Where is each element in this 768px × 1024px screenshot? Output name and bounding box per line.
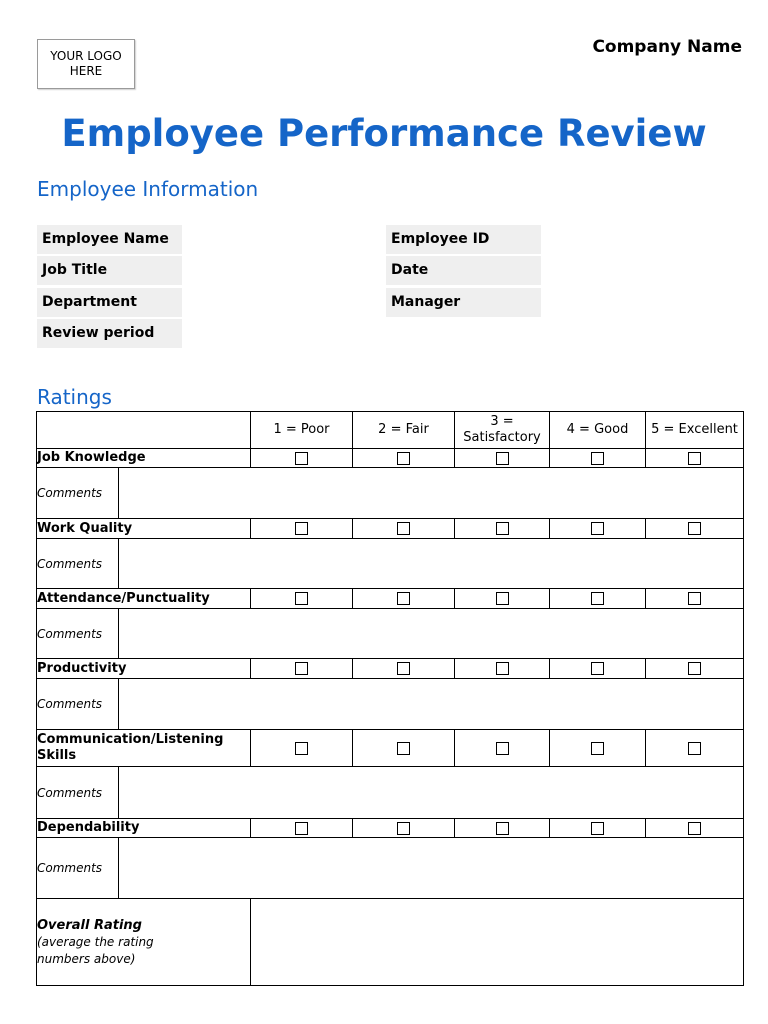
comments-label: Comments [37,539,119,589]
ratings-heading: Ratings [37,385,112,409]
comments-row-dependability [37,838,744,899]
comments-row-attendance [37,609,744,659]
criterion-label: Attendance/Punctuality [37,589,251,609]
overall-rating-title: Overall Rating [37,917,142,933]
rating-checkbox-5[interactable] [688,742,701,755]
criterion-label: Work Quality [37,519,251,539]
overall-rating-note-line1: (average the rating [37,934,154,949]
criterion-row-attendance [37,589,744,609]
rating-checkbox-3[interactable] [496,662,509,675]
criterion-row-productivity [37,659,744,679]
logo-text-line2: HERE [69,64,103,78]
criterion-label: Communication/Listening Skills [37,730,251,767]
scale-header-satisfactory: 3 = Satisfactory [455,412,550,449]
rating-checkbox-2[interactable] [397,662,410,675]
job-title-label: Job Title [37,256,182,285]
scale-header-excellent: 5 = Excellent [646,412,744,449]
criterion-label: Job Knowledge [37,449,251,468]
logo-placeholder [37,39,135,89]
rating-checkbox-4[interactable] [591,742,604,755]
rating-checkbox-1[interactable] [295,522,308,535]
rating-checkbox-5[interactable] [688,662,701,675]
employee-name-label: Employee Name [37,225,182,254]
overall-rating-row [37,899,744,986]
comments-field[interactable] [119,838,744,899]
manager-label: Manager [386,288,541,317]
comments-row-productivity [37,679,744,730]
rating-checkbox-2[interactable] [397,522,410,535]
comments-field[interactable] [119,767,744,819]
comments-field[interactable] [119,679,744,730]
criterion-row-work-quality [37,519,744,539]
rating-checkbox-5[interactable] [688,522,701,535]
comments-label: Comments [37,679,119,730]
rating-checkbox-4[interactable] [591,452,604,465]
review-period-label: Review period [37,319,182,348]
rating-checkbox-5[interactable] [688,452,701,465]
comments-field[interactable] [119,468,744,519]
comments-field[interactable] [119,539,744,589]
rating-checkbox-4[interactable] [591,592,604,605]
date-label: Date [386,256,541,285]
ratings-table [36,411,744,986]
company-name: Company Name [592,37,742,57]
rating-checkbox-3[interactable] [496,822,509,835]
comments-field[interactable] [119,609,744,659]
comments-label: Comments [37,767,119,819]
criterion-row-job-knowledge [37,449,744,468]
criterion-row-dependability [37,819,744,838]
rating-checkbox-1[interactable] [295,662,308,675]
comments-label: Comments [37,609,119,659]
scale-header-poor: 1 = Poor [251,412,353,449]
criterion-label: Dependability [37,819,251,838]
rating-checkbox-2[interactable] [397,452,410,465]
overall-rating-label-cell [37,899,251,986]
rating-checkbox-5[interactable] [688,822,701,835]
comments-row-communication [37,767,744,819]
comments-label: Comments [37,838,119,899]
rating-checkbox-3[interactable] [496,452,509,465]
rating-checkbox-4[interactable] [591,662,604,675]
overall-rating-note-line2: numbers above) [37,951,136,966]
rating-checkbox-2[interactable] [397,822,410,835]
rating-checkbox-3[interactable] [496,592,509,605]
overall-rating-field[interactable] [251,899,744,986]
rating-checkbox-2[interactable] [397,742,410,755]
rating-checkbox-1[interactable] [295,452,308,465]
rating-checkbox-1[interactable] [295,822,308,835]
comments-label: Comments [37,468,119,519]
rating-checkbox-5[interactable] [688,592,701,605]
criterion-label: Productivity [37,659,251,679]
rating-checkbox-2[interactable] [397,592,410,605]
ratings-header-row [37,412,744,449]
rating-checkbox-3[interactable] [496,742,509,755]
comments-row-job-knowledge [37,468,744,519]
criterion-row-communication [37,730,744,767]
rating-checkbox-1[interactable] [295,592,308,605]
rating-checkbox-4[interactable] [591,522,604,535]
scale-header-fair: 2 = Fair [353,412,455,449]
scale-header-good: 4 = Good [550,412,646,449]
logo-text-line1: YOUR LOGO [50,49,122,63]
employee-info-heading: Employee Information [37,177,259,201]
employee-id-label: Employee ID [386,225,541,254]
rating-checkbox-3[interactable] [496,522,509,535]
comments-row-work-quality [37,539,744,589]
rating-checkbox-4[interactable] [591,822,604,835]
criteria-header-cell [37,412,251,449]
rating-checkbox-1[interactable] [295,742,308,755]
department-label: Department [37,288,182,317]
page-title: Employee Performance Review [61,112,707,155]
